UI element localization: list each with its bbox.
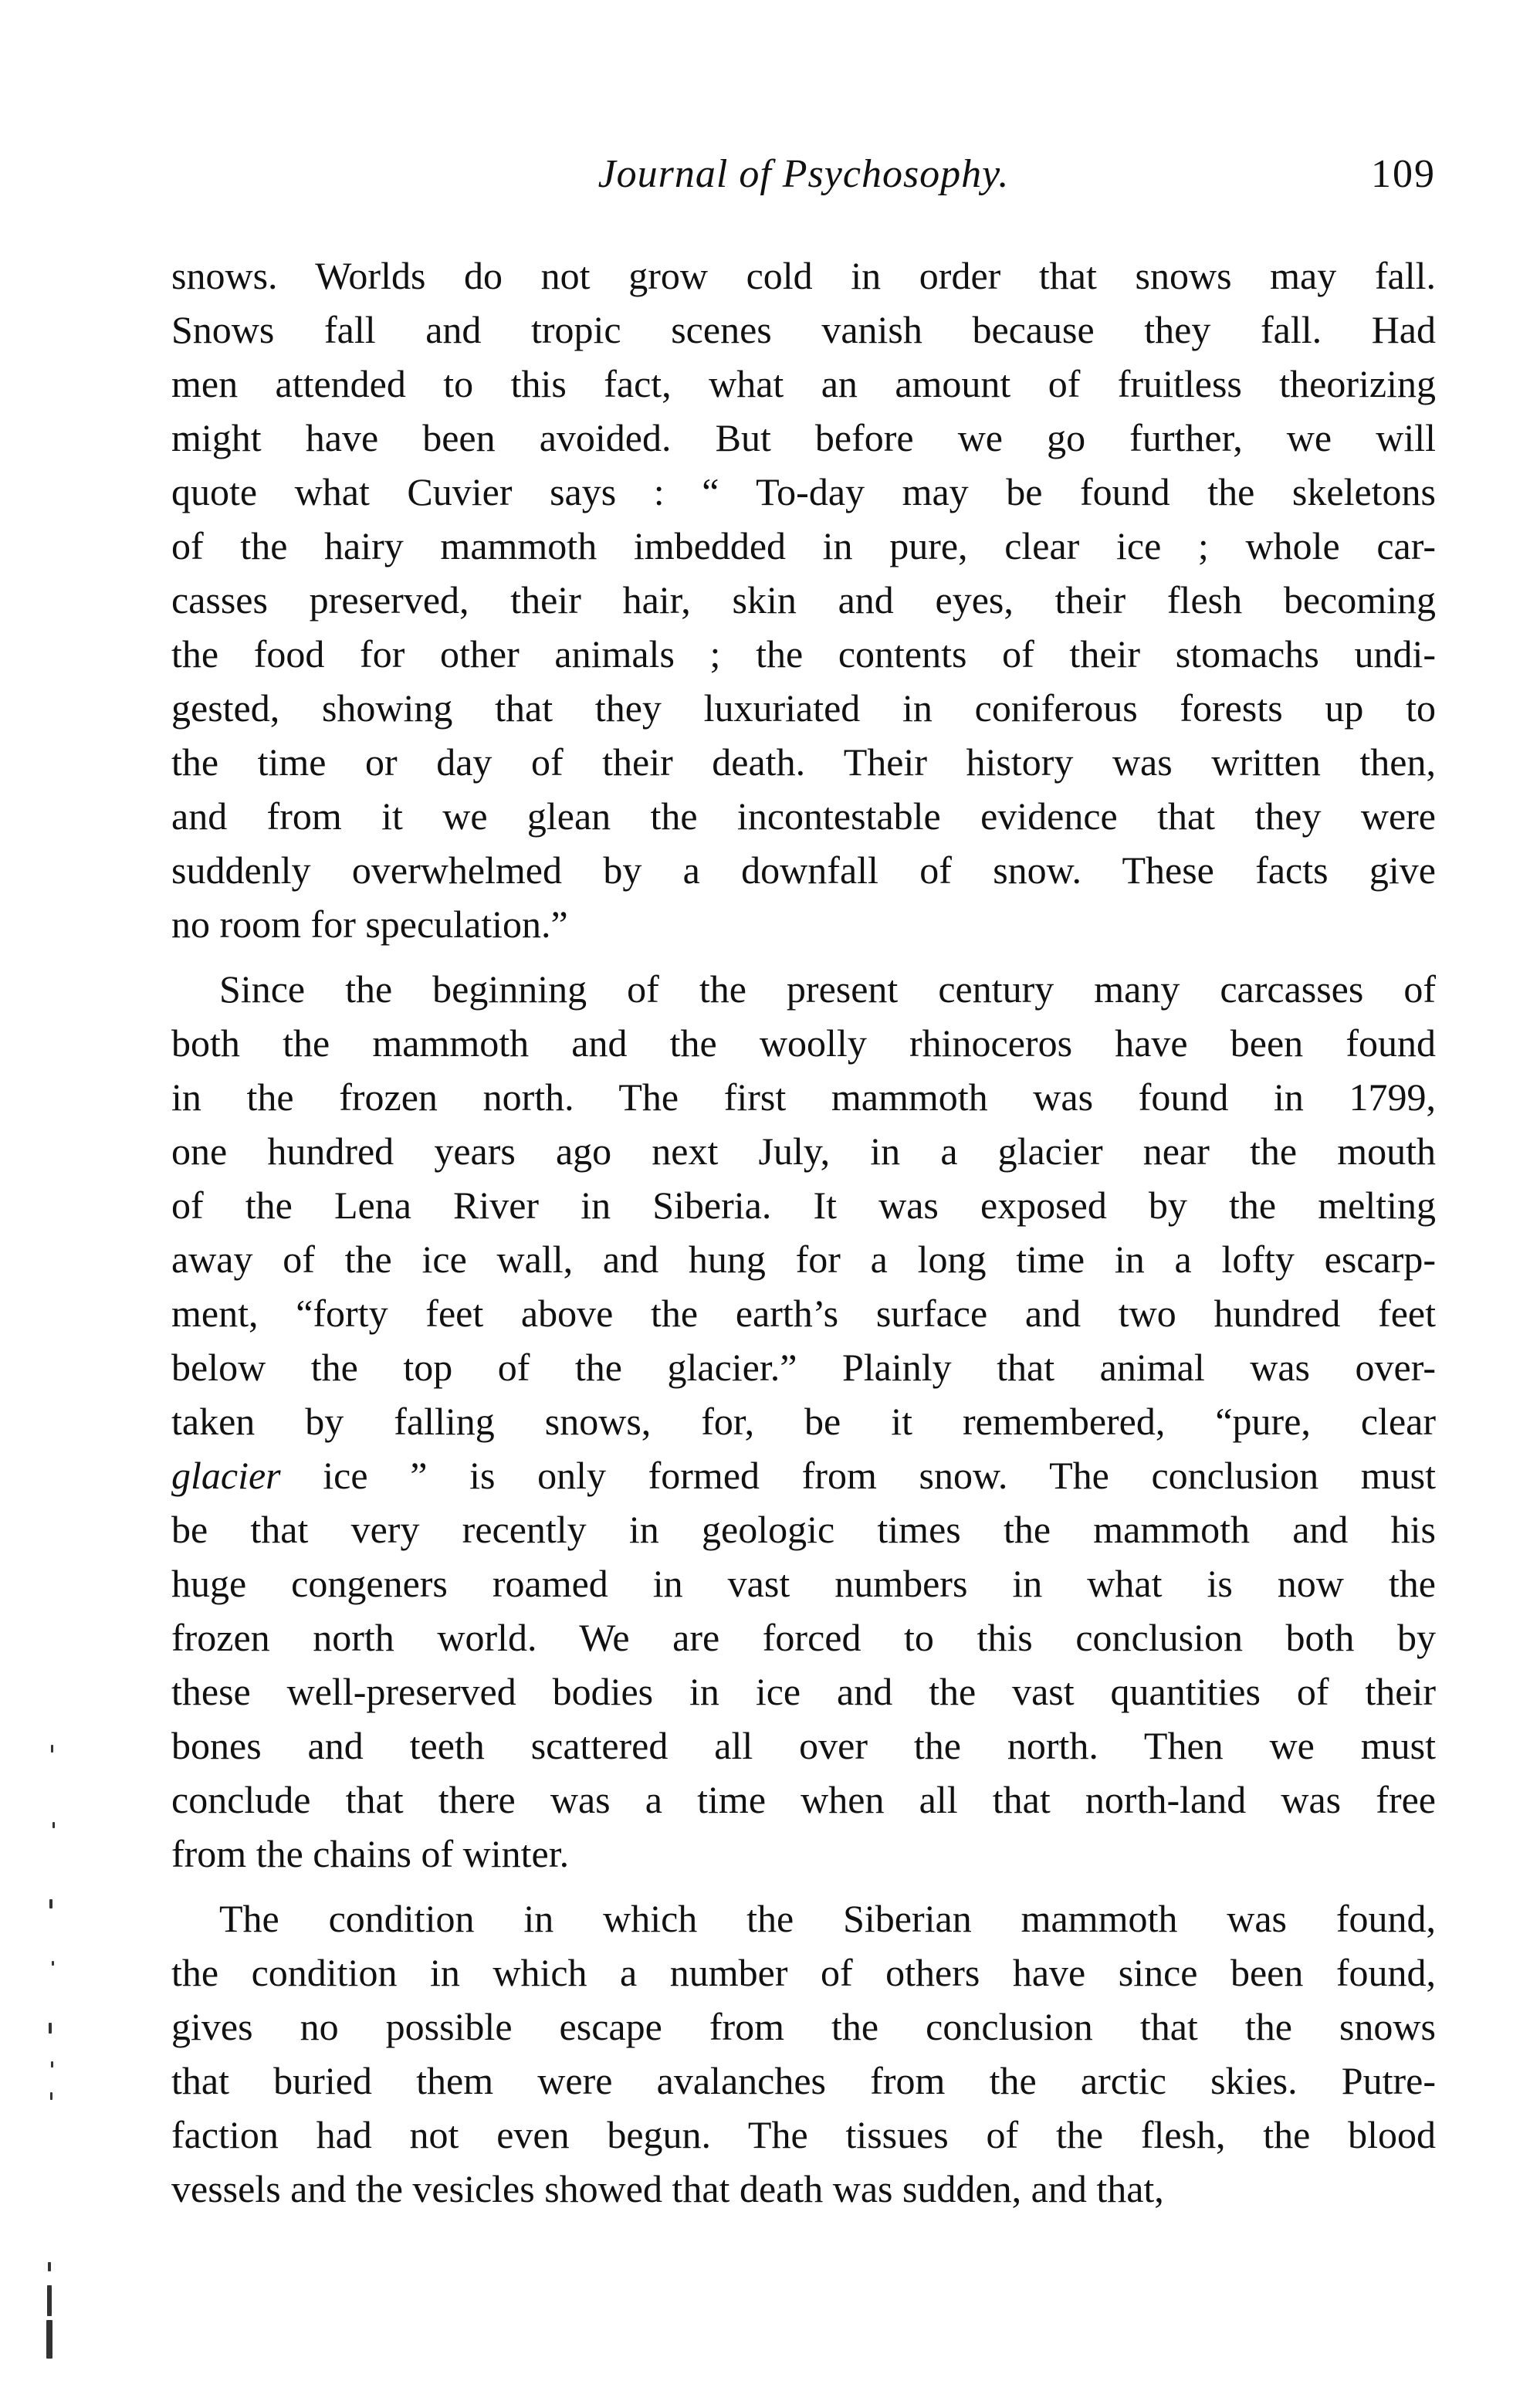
- text-line: gested, showing that they luxuriated in coniferous forests up to: [171, 686, 1436, 730]
- text-line: from the chains of winter.: [171, 1832, 570, 1875]
- text-line: men attended to this fact, what an amount of fruitless theorizing: [171, 362, 1436, 405]
- text-line: quote what Cuvier says : “ To-day may be found the skeletons: [171, 470, 1436, 513]
- text-line: vessels and the vesicles showed that death was sudden, and that,: [171, 2167, 1164, 2210]
- text-line: taken by falling snows, for, be it remembered, “pure, clear: [171, 1400, 1436, 1443]
- text-line: the food for other animals ; the contents of their stomachs undi-: [171, 632, 1436, 676]
- italic-text: glacier: [171, 1454, 281, 1497]
- text-line: both the mammoth and the woolly rhinoceros have been found: [171, 1021, 1436, 1065]
- running-head: [171, 151, 1436, 198]
- text-line: be that very recently in geologic times the mammoth and his: [171, 1508, 1436, 1551]
- text-line: the condition in which a number of others have since been found,: [171, 1951, 1436, 1994]
- body-text: [171, 249, 1436, 2216]
- text-line: faction had not even begun. The tissues of the flesh, the blood: [171, 2113, 1436, 2156]
- text-line: away of the ice wall, and hung for a long time in a lofty escarp-: [171, 1238, 1436, 1281]
- text-segment: ice ” is only formed from snow. The conclusion must: [280, 1454, 1436, 1497]
- text-line: snows. Worlds do not grow cold in order that snows may fall.: [171, 254, 1436, 297]
- page-number: 109: [1371, 152, 1436, 196]
- text-line: Snows fall and tropic scenes vanish because they fall. Had: [171, 308, 1436, 351]
- text-line: conclude that there was a time when all that north-land was free: [171, 1778, 1436, 1821]
- text-line: The condition in which the Siberian mammoth was found,: [219, 1897, 1436, 1940]
- paragraph: [171, 249, 1436, 951]
- paragraph-gap: [171, 1881, 1436, 1892]
- text-line: [171, 1448, 1436, 1502]
- text-line: might have been avoided. But before we go further, we will: [171, 416, 1436, 459]
- text-line: suddenly overwhelmed by a downfall of snow. These facts give: [171, 848, 1436, 892]
- text-line: below the top of the glacier.” Plainly that animal was over-: [171, 1346, 1436, 1389]
- text-line: that buried them were avalanches from the arctic skies. Putre-: [171, 2059, 1436, 2102]
- text-line: gives no possible escape from the conclusion that the snows: [171, 2005, 1436, 2048]
- text-line: huge congeners roamed in vast numbers in what is now the: [171, 1562, 1436, 1605]
- text-line: these well-preserved bodies in ice and the vast quantities of their: [171, 1670, 1436, 1713]
- paragraph-gap: [171, 951, 1436, 962]
- paragraph: [171, 1892, 1436, 2216]
- text-line: frozen north world. We are forced to this conclusion both by: [171, 1616, 1436, 1659]
- text-line: casses preserved, their hair, skin and eyes, their flesh becoming: [171, 578, 1436, 621]
- text-line: Since the beginning of the present century many carcasses of: [219, 967, 1436, 1011]
- text-line: ment, “forty feet above the earth’s surface and two hundred feet: [171, 1292, 1436, 1335]
- text-line: and from it we glean the incontestable evidence that they were: [171, 794, 1436, 838]
- text-line: one hundred years ago next July, in a glacier near the mouth: [171, 1129, 1436, 1173]
- text-line: no room for speculation.”: [171, 903, 568, 946]
- paragraph: [171, 962, 1436, 1881]
- margin-scan-marks: [45, 1729, 68, 2362]
- journal-title: Journal of Psychosophy.: [597, 152, 1010, 196]
- text-line: the time or day of their death. Their history was written then,: [171, 740, 1436, 784]
- text-line: of the hairy mammoth imbedded in pure, clear ice ; whole car-: [171, 524, 1436, 567]
- text-line: of the Lena River in Siberia. It was exposed by the melting: [171, 1184, 1436, 1227]
- text-line: in the frozen north. The first mammoth was found in 1799,: [171, 1075, 1436, 1119]
- text-line: bones and teeth scattered all over the north. Then we must: [171, 1724, 1436, 1767]
